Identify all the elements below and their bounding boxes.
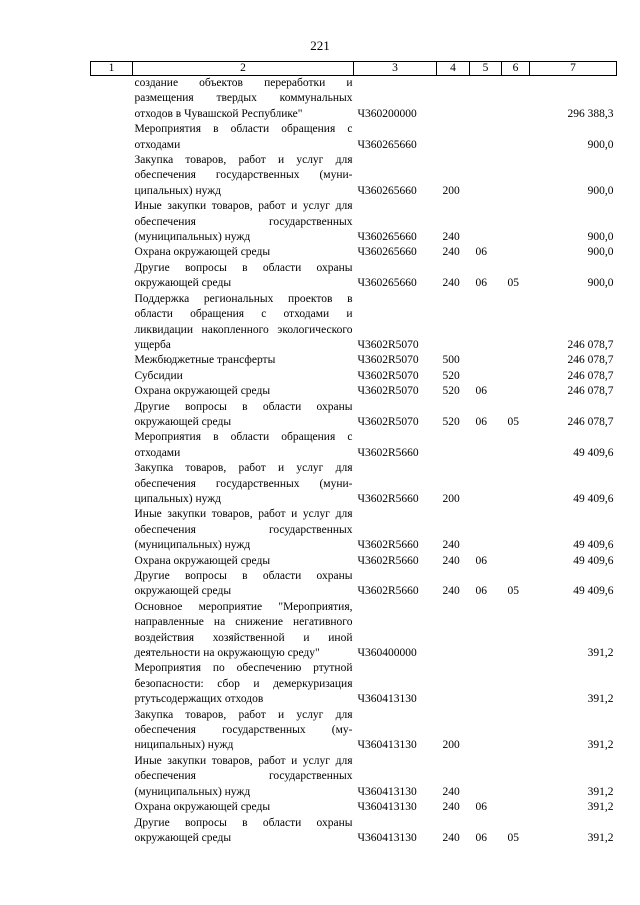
item-name: Межбюджетные трансферты [134,354,276,367]
item-name: Мероприятия по обеспечению ртутной безопасности: сбор и демеркуризация ртутьсодержащих отходов [134,662,353,706]
expense-type: 200 [442,184,460,197]
column-header-1: 1 [91,62,133,76]
table-row [91,400,617,431]
section-code [470,353,502,368]
expense-type [437,122,470,153]
amount: 49 409,6 [573,539,614,552]
item-name: Охрана окружающей среды [134,385,271,398]
section-code [470,430,502,461]
expense-type: 200 [442,739,460,752]
item-name: Основное мероприятие "Мероприятия, направленные на снижение негативного воздействия хозяйственной и иной деятельности на окружающую среду" [134,600,353,660]
target-code: Ч3602R5070 [357,369,419,382]
section-code [470,507,502,553]
amount: 49 409,6 [573,492,614,505]
column-header-5: 5 [470,62,502,76]
expense-type [437,76,470,123]
target-code: Ч3602R5070 [357,415,419,428]
amount: 246 078,7 [567,385,614,398]
amount: 246 078,7 [567,338,614,351]
section-code: 06 [475,385,487,398]
table-row [91,261,617,292]
subsection-code: 05 [507,277,519,290]
section-code [470,153,502,199]
target-code: Ч3602R5660 [357,446,419,459]
subsection-code: 05 [507,585,519,598]
item-name: создание объектов переработки и размещения твердых коммунальных отходов в Чувашской Республике" [134,77,353,120]
empty-cell [91,554,133,569]
target-code: Ч3602R5660 [357,539,419,552]
item-name: Иные закупки товаров, работ и услуг для обеспечения государственных (муниципальных) нужд [134,754,353,798]
target-code: Ч360400000 [357,647,417,660]
section-code [470,122,502,153]
item-name: Иные закупки товаров, работ и услуг для обеспечения государственных (муниципальных) нужд [134,508,353,552]
section-code [470,461,502,507]
section-code: 06 [475,585,487,598]
amount: 900,0 [587,184,614,197]
item-name: Закупка товаров, работ и услуг для обеспечения государственных (муниципальных) нужд [134,462,353,505]
item-name: Охрана окружающей среды [134,554,271,567]
subsection-code [502,353,530,368]
expense-type [437,430,470,461]
target-code: Ч360265660 [357,277,417,290]
table-row [91,384,617,399]
target-code: Ч3602R5070 [357,338,419,351]
table-row [91,816,617,847]
item-name: Другие вопросы в области охраны окружающей среды [134,570,353,598]
subsection-code: 05 [507,415,519,428]
amount: 900,0 [587,277,614,290]
empty-cell [91,661,133,707]
amount: 246 078,7 [567,369,614,382]
target-code: Ч360265660 [357,246,417,259]
target-code: Ч360265660 [357,231,417,244]
section-code [470,600,502,662]
amount: 391,2 [587,693,614,706]
subsection-code [502,661,530,707]
subsection-code [502,507,530,553]
expense-type: 240 [442,831,460,844]
amount: 900,0 [587,246,614,259]
subsection-code [502,600,530,662]
target-code: Ч3602R5660 [357,554,419,567]
budget-table [90,61,617,846]
column-header-6: 6 [502,62,530,76]
target-code: Ч360413130 [357,801,417,814]
table-row [91,507,617,553]
target-code: Ч360413130 [357,739,417,752]
subsection-code [502,800,530,815]
target-code: Ч360413130 [357,785,417,798]
section-code: 06 [475,554,487,567]
target-code: Ч3602R5660 [357,585,419,598]
table-row [91,122,617,153]
table-row [91,76,617,123]
column-header-2: 2 [133,62,354,76]
subsection-code [502,554,530,569]
expense-type: 240 [442,246,460,259]
item-name: Другие вопросы в области охраны окружающей среды [134,400,353,428]
target-code: Ч3602R5070 [357,354,419,367]
subsection-code [502,708,530,754]
item-name: Мероприятия в области обращения с отходами [134,431,353,459]
empty-cell [91,600,133,662]
section-code [470,369,502,384]
empty-cell [91,800,133,815]
table-row [91,353,617,368]
subsection-code [502,369,530,384]
section-code: 06 [475,277,487,290]
target-code: Ч360265660 [357,138,417,151]
table-row [91,369,617,384]
subsection-code [502,199,530,245]
subsection-code [502,461,530,507]
expense-type [437,292,470,354]
empty-cell [91,461,133,507]
empty-cell [91,507,133,553]
empty-cell [91,292,133,354]
empty-cell [91,754,133,800]
table-row [91,153,617,199]
item-name: Охрана окружающей среды [134,246,271,259]
empty-cell [91,369,133,384]
table-row [91,292,617,354]
empty-cell [91,430,133,461]
table-row [91,754,617,800]
item-name: Закупка товаров, работ и услуг для обеспечения государственных (муниципальных) нужд [134,154,353,197]
expense-type: 520 [442,415,460,428]
item-name: Субсидии [134,369,183,382]
empty-cell [91,708,133,754]
amount: 391,2 [587,647,614,660]
empty-cell [91,199,133,245]
section-code [470,754,502,800]
empty-cell [91,153,133,199]
subsection-code [502,76,530,123]
subsection-code: 05 [507,831,519,844]
item-name: Мероприятия в области обращения с отходами [134,123,353,151]
amount: 296 388,3 [567,107,614,120]
target-code: Ч360413130 [357,831,417,844]
table-row [91,245,617,260]
expense-type: 240 [442,801,460,814]
expense-type: 200 [442,492,460,505]
expense-type [437,600,470,662]
expense-type: 520 [442,369,460,382]
column-header-7: 7 [530,62,617,76]
subsection-code [502,384,530,399]
expense-type: 240 [442,231,460,244]
table-row [91,569,617,600]
item-name: Закупка товаров, работ и услуг для обеспечения государственных (муниципальных) нужд [134,708,353,752]
amount: 49 409,6 [573,585,614,598]
item-name: Иные закупки товаров, работ и услуг для обеспечения государственных (муниципальных) нужд [134,200,353,244]
expense-type [437,661,470,707]
subsection-code [502,754,530,800]
column-header-3: 3 [354,62,437,76]
section-code [470,199,502,245]
amount: 49 409,6 [573,554,614,567]
table-row [91,461,617,507]
subsection-code [502,430,530,461]
table-row [91,661,617,707]
empty-cell [91,353,133,368]
table-row [91,800,617,815]
subsection-code [502,153,530,199]
section-code [470,76,502,123]
column-number-row [91,62,617,76]
section-code [470,708,502,754]
target-code: Ч3602R5070 [357,385,419,398]
table-row [91,554,617,569]
amount: 391,2 [587,785,614,798]
section-code [470,292,502,354]
subsection-code [502,292,530,354]
table-row [91,430,617,461]
expense-type: 240 [442,277,460,290]
table-body [91,76,617,847]
empty-cell [91,261,133,292]
target-code: Ч360200000 [357,107,417,120]
section-code: 06 [475,831,487,844]
empty-cell [91,400,133,431]
column-header-4: 4 [437,62,470,76]
amount: 246 078,7 [567,415,614,428]
empty-cell [91,816,133,847]
amount: 391,2 [587,831,614,844]
section-code: 06 [475,415,487,428]
expense-type: 240 [442,539,460,552]
table-row [91,708,617,754]
empty-cell [91,384,133,399]
section-code [470,661,502,707]
amount: 49 409,6 [573,446,614,459]
target-code: Ч360413130 [357,693,417,706]
subsection-code [502,245,530,260]
expense-type: 240 [442,785,460,798]
amount: 391,2 [587,801,614,814]
amount: 900,0 [587,138,614,151]
section-code: 06 [475,801,487,814]
amount: 900,0 [587,231,614,244]
empty-cell [91,122,133,153]
subsection-code [502,122,530,153]
expense-type: 500 [442,354,460,367]
empty-cell [91,76,133,123]
amount: 391,2 [587,739,614,752]
table-row [91,199,617,245]
expense-type: 240 [442,585,460,598]
target-code: Ч3602R5660 [357,492,419,505]
item-name: Поддержка региональных проектов в области обращения с отходами и ликвидации накопленного экологического ущерба [134,292,353,351]
table-row [91,600,617,662]
amount: 246 078,7 [567,354,614,367]
item-name: Другие вопросы в области охраны окружающей среды [134,816,353,844]
expense-type: 240 [442,554,460,567]
section-code: 06 [475,246,487,259]
target-code: Ч360265660 [357,184,417,197]
table-header [91,62,617,76]
item-name: Другие вопросы в области охраны окружающей среды [134,261,353,290]
empty-cell [91,569,133,600]
item-name: Охрана окружающей среды [134,801,271,814]
page-number: 221 [310,38,330,53]
expense-type: 520 [442,385,460,398]
empty-cell [91,245,133,260]
